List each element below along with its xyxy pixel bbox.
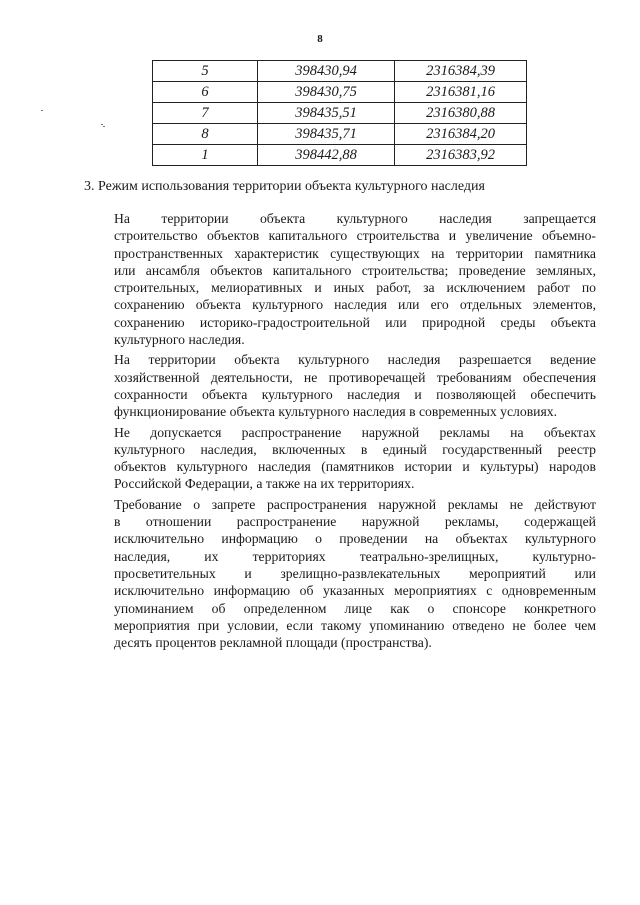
paragraph-permissions bbox=[84, 351, 596, 420]
scan-speck bbox=[41, 110, 43, 111]
paragraph-line: сохранности объекта культурного наследия и позволяющей обеспечить bbox=[114, 386, 596, 402]
paragraph-line: На территории объекта культурного наследия разрешается ведение bbox=[114, 352, 596, 368]
point-number-cell: 6 bbox=[153, 82, 258, 103]
scan-speck bbox=[101, 124, 103, 125]
coordinates-table bbox=[152, 60, 527, 166]
paragraph-line: строительство объектов капитального строительства и увеличение объемно- bbox=[114, 228, 596, 244]
paragraph-line: сохранению историко-градостроительной или природной среды объекта bbox=[114, 314, 596, 330]
paragraph-line: в отношении распространение наружной рекламы, содержащей bbox=[114, 514, 596, 530]
table-row bbox=[153, 124, 527, 145]
x-coordinate-cell: 398442,88 bbox=[258, 145, 395, 166]
paragraph-line: упоминанием об определенном лице как о спонсоре конкретного bbox=[114, 600, 596, 616]
x-coordinate-cell: 398435,51 bbox=[258, 103, 395, 124]
point-number-cell: 8 bbox=[153, 124, 258, 145]
section-body bbox=[84, 210, 596, 654]
paragraph-line: Не допускается распространение наружной рекламы на объектах bbox=[114, 424, 596, 440]
x-coordinate-cell: 398430,94 bbox=[258, 61, 395, 82]
paragraph-line: исключительно информацию о проведении на объектах культурного bbox=[114, 531, 596, 547]
paragraph-advertising-ban bbox=[84, 424, 596, 493]
x-coordinate-cell: 398430,75 bbox=[258, 82, 395, 103]
paragraph-line: сохранению объекта культурного наследия или его отдельных элементов, bbox=[114, 297, 596, 313]
y-coordinate-cell: 2316384,20 bbox=[395, 124, 527, 145]
paragraph-line: хозяйственной деятельности, не противоречащей требованиям обеспечения bbox=[114, 369, 596, 385]
page-number: 8 bbox=[317, 33, 323, 45]
paragraph-line: Требование о запрете распространения наружной рекламы не действуют bbox=[114, 496, 596, 512]
y-coordinate-cell: 2316383,92 bbox=[395, 145, 527, 166]
paragraph-line: На территории объекта культурного наследия запрещается bbox=[114, 211, 596, 226]
table-row bbox=[153, 103, 527, 124]
paragraph-line: функционирование объекта культурного наследия в современных условиях. bbox=[114, 404, 558, 420]
paragraph-line: или ансамбля объектов капитального строительства; проведение земляных, bbox=[114, 262, 596, 278]
paragraph-line: объектов культурного наследия (памятников истории и культуры) народов bbox=[114, 459, 596, 475]
y-coordinate-cell: 2316384,39 bbox=[395, 61, 527, 82]
paragraph-line: строительных, мелиоративных и иных работ, за исключением работ по bbox=[114, 280, 596, 296]
paragraph-line: Российской Федерации, а также на их территориях. bbox=[114, 476, 415, 492]
table-row bbox=[153, 61, 527, 82]
y-coordinate-cell: 2316380,88 bbox=[395, 103, 527, 124]
y-coordinate-cell: 2316381,16 bbox=[395, 82, 527, 103]
paragraph-line: культурного наследия. bbox=[114, 332, 245, 348]
point-number-cell: 5 bbox=[153, 61, 258, 82]
scan-speck bbox=[103, 126, 105, 127]
paragraph-prohibitions bbox=[84, 210, 596, 348]
point-number-cell: 7 bbox=[153, 103, 258, 124]
x-coordinate-cell: 398435,71 bbox=[258, 124, 395, 145]
paragraph-advertising-exceptions bbox=[84, 496, 596, 652]
paragraph-line: пространственных характеристик существующих на территории памятника bbox=[114, 245, 596, 261]
table-row bbox=[153, 82, 527, 103]
paragraph-line: десять процентов рекламной площади (пространства). bbox=[114, 635, 432, 651]
paragraph-line: мероприятия при условии, если такому упоминанию отведено не более чем bbox=[114, 617, 596, 633]
point-number-cell: 1 bbox=[153, 145, 258, 166]
section-heading: 3. Режим использования территории объекта культурного наследия bbox=[84, 179, 485, 194]
paragraph-line: просветительных и зрелищно-развлекательных мероприятий или bbox=[114, 565, 596, 581]
table-row bbox=[153, 145, 527, 166]
paragraph-line: исключительно информацию об указанных мероприятиях с одновременным bbox=[114, 583, 596, 599]
paragraph-line: культурного наследия, включенных в единый государственный реестр bbox=[114, 441, 596, 457]
paragraph-line: наследия, их территориях театрально-зрелищных, культурно- bbox=[114, 548, 596, 564]
